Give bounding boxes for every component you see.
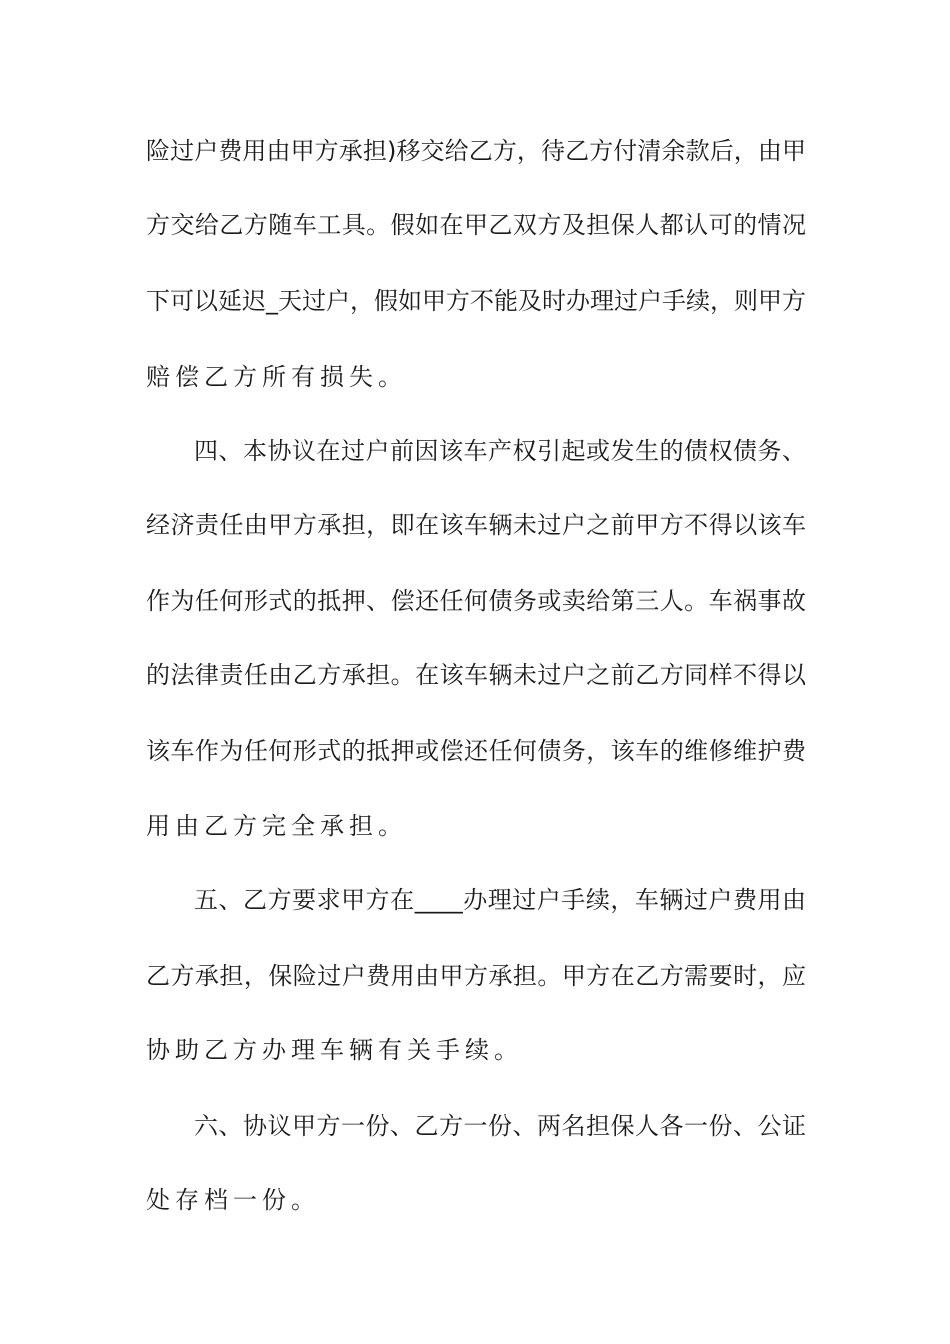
paragraph-line: 赔偿乙方所有损失。 bbox=[146, 363, 407, 391]
paragraph-line: 处存档一份。 bbox=[146, 1186, 320, 1214]
paragraph-line: 该车作为任何形式的抵押或偿还任何债务，该车的维修维护费 bbox=[146, 737, 806, 765]
paragraph-line: 的法律责任由乙方承担。在该车辆未过户之前乙方同样不得以 bbox=[146, 661, 806, 689]
paragraph-line: 作为任何形式的抵押、偿还任何债务或卖给第三人。车祸事故 bbox=[146, 587, 806, 615]
paragraph-line: 乙方承担，保险过户费用由甲方承担。甲方在乙方需要时，应 bbox=[146, 962, 806, 990]
paragraph-line: 用由乙方完全承担。 bbox=[146, 812, 407, 840]
paragraph-line: 四、本协议在过户前因该车产权引起或发生的债权债务、 bbox=[194, 437, 806, 465]
paragraph-line: 五、乙方要求甲方在____办理过户手续，车辆过户费用由 bbox=[194, 886, 806, 914]
paragraph-line: 下可以延迟_天过户，假如甲方不能及时办理过户手续，则甲方 bbox=[146, 287, 806, 315]
paragraph-line: 协助乙方办理车辆有关手续。 bbox=[146, 1036, 523, 1064]
paragraph-line: 经济责任由甲方承担，即在该车辆未过户之前甲方不得以该车 bbox=[146, 511, 806, 539]
paragraph-line: 方交给乙方随车工具。假如在甲乙双方及担保人都认可的情况 bbox=[146, 211, 806, 239]
paragraph-line: 险过户费用由甲方承担)移交给乙方，待乙方付清余款后，由甲 bbox=[146, 137, 806, 165]
paragraph-line: 六、协议甲方一份、乙方一份、两名担保人各一份、公证 bbox=[194, 1112, 806, 1140]
